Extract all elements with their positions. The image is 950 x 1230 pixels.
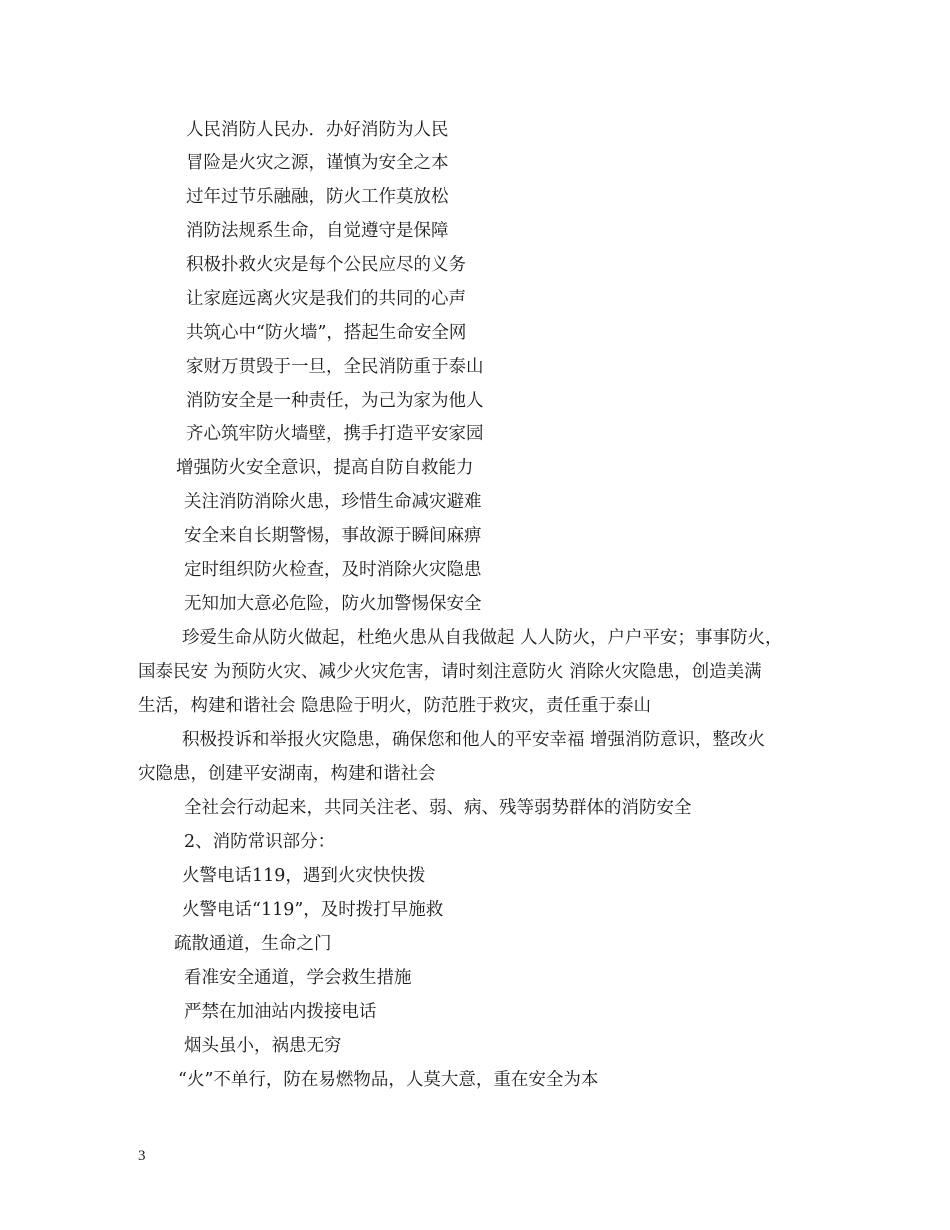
text-line: 珍爱生命从防火做起，杜绝火患从自我做起 人人防火，户户平安；事事防火， xyxy=(182,628,783,648)
text-line: 生活，构建和谐社会 隐患险于明火，防范胜于救灾，责任重于泰山 xyxy=(138,696,652,716)
text-line: 增强防火安全意识，提高自防自救能力 xyxy=(176,458,474,478)
text-line: 全社会行动起来，共同关注老、弱、病、残等弱势群体的消防安全 xyxy=(184,798,692,818)
text-line: 疏散通道，生命之门 xyxy=(174,934,332,954)
text-line: 消防安全是一种责任，为己为家为他人 xyxy=(186,391,484,411)
text-line: 齐心筑牢防火墙壁，携手打造平安家园 xyxy=(186,424,484,444)
text-line: 冒险是火灾之源，谨慎为安全之本 xyxy=(186,153,449,173)
text-line: 定时组织防火检查，及时消除火灾隐患 xyxy=(184,560,482,580)
text-line: 积极投诉和举报火灾隐患，确保您和他人的平安幸福 增强消防意识，整改火 xyxy=(182,730,766,750)
text-line: 灾隐患，创建平安湖南，构建和谐社会 xyxy=(138,764,436,784)
text-line: 积极扑救火灾是每个公民应尽的义务 xyxy=(186,255,466,275)
text-line: 共筑心中“防火墙”，搭起生命安全网 xyxy=(186,323,467,343)
text-line: 关注消防消除火患，珍惜生命减灾避难 xyxy=(184,492,482,512)
text-line: “火”不单行，防在易燃物品，人莫大意，重在安全为本 xyxy=(178,1070,599,1090)
text-line: 严禁在加油站内拨接电话 xyxy=(184,1002,377,1022)
text-line: 国泰民安 为预防火灾、减少火灾危害，请时刻注意防火 消除火灾隐患，创造美满 xyxy=(138,662,762,682)
text-line: 消防法规系生命，自觉遵守是保障 xyxy=(186,221,449,241)
text-line: 无知加大意必危险，防火加警惕保安全 xyxy=(184,594,482,614)
text-line: 火警电话119，遇到火灾快快拨 xyxy=(182,866,426,886)
text-line: 烟头虽小，祸患无穷 xyxy=(184,1036,342,1056)
text-line: 2、消防常识部分： xyxy=(184,832,336,852)
text-line: 家财万贯毁于一旦，全民消防重于泰山 xyxy=(186,357,484,377)
text-line: 看准安全通道，学会救生措施 xyxy=(184,968,412,988)
text-line: 过年过节乐融融，防火工作莫放松 xyxy=(186,187,449,207)
text-line: 人民消防人民办．办好消防为人民 xyxy=(186,120,449,140)
text-line: 让家庭远离火灾是我们的共同的心声 xyxy=(186,289,466,309)
page-number: 3 xyxy=(138,1148,146,1164)
text-line: 安全来自长期警惕，事故源于瞬间麻痹 xyxy=(184,526,482,546)
text-line: 火警电话“119”，及时拨打早施救 xyxy=(182,900,444,920)
